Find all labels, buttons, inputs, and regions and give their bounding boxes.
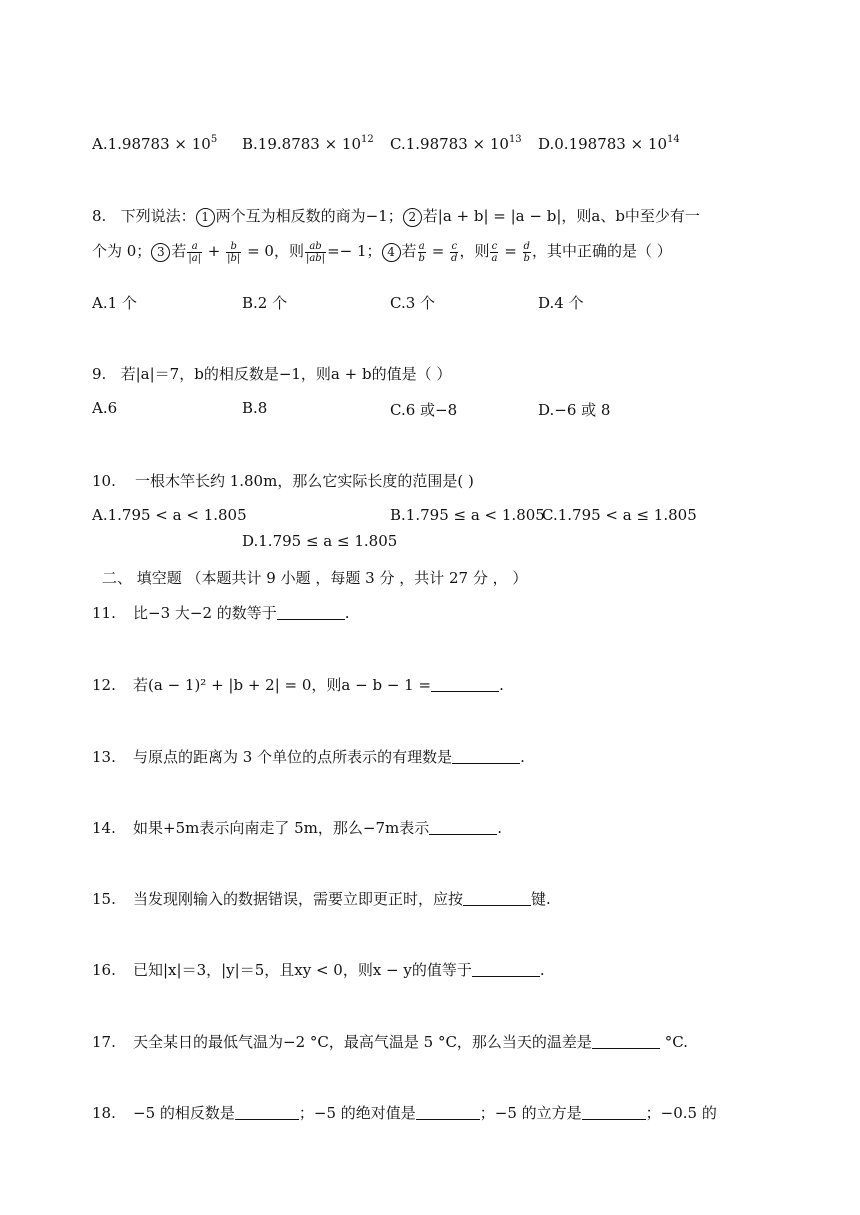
answer-blank[interactable] (452, 749, 520, 764)
q7-option-d: $D.0.198783 \times 10^{14}$ (538, 134, 680, 153)
fraction-a-over-b: $\frac{a}{b}$ (418, 240, 425, 264)
q8-option-d: D.4 个 (538, 294, 584, 312)
q10-option-c: C.1.795 < a ≤ 1.805 (542, 506, 697, 524)
fraction-a-over-abs-a: $\frac{a}{|a|}$ (188, 240, 202, 264)
q8-line2: 个为 0； 3 若 $\frac{a}{|a|}$ + $\frac{b}{|b|}$ = 0，则 $\frac{ab}{|ab|}$ =− 1； 4 若 $\frac{a}{b}$ = $\frac{c}{d}$ ，则 $\frac{c}{a}$ = $\frac{d}{b}$ ，其中正确的是（ ） (92, 240, 672, 264)
q7-option-b: $B.19.8783 \times 10^{12}$ (242, 134, 374, 153)
answer-blank[interactable] (592, 1034, 660, 1049)
fraction-c-over-a: $\frac{c}{a}$ (491, 240, 498, 264)
q15-question: 15. 当发现刚输入的数据错误，需要立即更正时，应按 键. (92, 890, 551, 908)
q17-question: 17. 天全某日的最低气温为−2 °C，最高气温是 5 °C，那么当天的温差是 °C. (92, 1033, 688, 1051)
fraction-c-over-d: $\frac{c}{d}$ (451, 240, 458, 264)
answer-blank[interactable] (472, 962, 540, 977)
answer-blank[interactable] (582, 1105, 646, 1120)
question-number: 9. (92, 365, 107, 383)
q10-option-b: B.1.795 ≤ a < 1.805 (390, 506, 545, 524)
section-title: 二、 填空题 （本题共计 9 小题 ，每题 3 分 ，共计 27 分 ， ） (102, 569, 528, 587)
circled-4-icon: 4 (382, 243, 401, 262)
q8-option-a: A.1 个 (92, 294, 137, 312)
answer-blank[interactable] (463, 891, 531, 906)
question-number: 8. (92, 207, 107, 225)
q10-option-a: A.1.795 < a < 1.805 (92, 506, 247, 524)
q16-question: 16. 已知|x|＝3，|y|＝5，且xy < 0，则x − y的值等于 . (92, 961, 545, 979)
circled-1-icon: 1 (196, 208, 215, 227)
q8-option-b: B.2 个 (242, 294, 288, 312)
q7-option-a: $A.1.98783 \times 10^5$ (92, 134, 218, 153)
q9-option-d: D.−6 或 8 (538, 401, 611, 419)
question-number: 10. (92, 472, 116, 490)
circled-2-icon: 2 (403, 208, 422, 227)
circled-3-icon: 3 (151, 243, 170, 262)
q13-question: 13. 与原点的距离为 3 个单位的点所表示的有理数是 . (92, 748, 525, 766)
answer-blank[interactable] (277, 605, 345, 620)
answer-blank[interactable] (416, 1105, 480, 1120)
q18-question: 18. −5 的相反数是 ；−5 的绝对值是 ；−5 的立方是 ；−0.5 的 (92, 1104, 717, 1122)
answer-blank[interactable] (429, 820, 497, 835)
q10-option-d: D.1.795 ≤ a ≤ 1.805 (242, 532, 398, 550)
answer-blank[interactable] (235, 1105, 299, 1120)
q12-question: 12. 若(a − 1)² + |b + 2| = 0，则a − b − 1 = . (92, 676, 504, 694)
q8-line1: 8. 下列说法： 1 两个互为相反数的商为−1； 2 若|a + b| = |a − b|，则a、b中至少有一 (92, 207, 700, 225)
q11-question: 11. 比−3 大−2 的数等于 . (92, 604, 350, 622)
q9-option-a: A.6 (92, 399, 118, 417)
q9-option-b: B.8 (242, 399, 268, 417)
q14-question: 14. 如果+5m表示向南走了 5m，那么−7m表示 . (92, 819, 502, 837)
q10-question: 10. 一根木竿长约 1.80m，那么它实际长度的范围是( ) (92, 472, 474, 490)
fraction-b-over-abs-b: $\frac{b}{|b|}$ (227, 240, 241, 264)
q7-option-c: $C.1.98783 \times 10^{13}$ (390, 134, 522, 153)
answer-blank[interactable] (431, 677, 499, 692)
q8-option-c: C.3 个 (390, 294, 436, 312)
q9-option-c: C.6 或−8 (390, 401, 458, 419)
q9-question: 9. 若|a|＝7，b的相反数是−1，则a + b的值是（ ） (92, 365, 452, 383)
fraction-ab-over-abs-ab: $\frac{ab}{|ab|}$ (305, 240, 326, 264)
fraction-d-over-b: $\frac{d}{b}$ (523, 240, 530, 264)
